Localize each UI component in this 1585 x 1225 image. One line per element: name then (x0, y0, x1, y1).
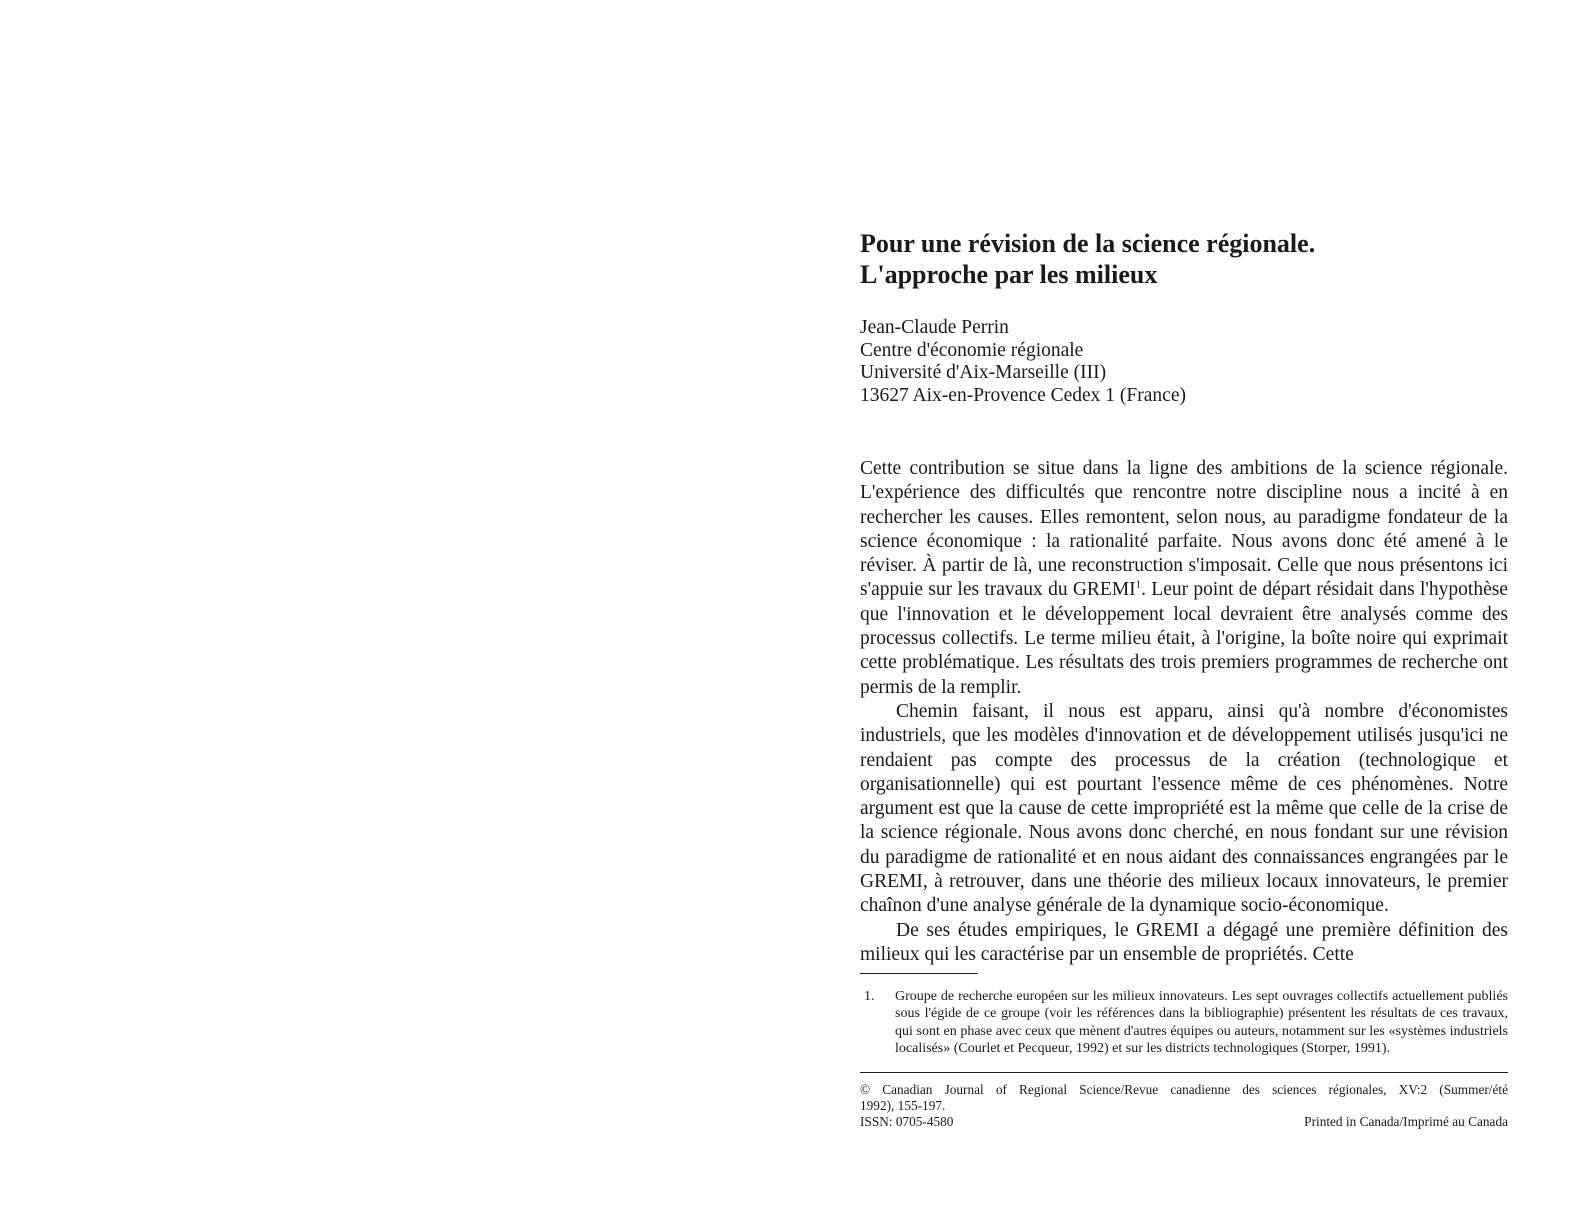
copyright-line-2: 1992), 155-197. (860, 1097, 946, 1113)
printed-in: Printed in Canada/Imprimé au Canada (1304, 1113, 1508, 1129)
paragraph-2: Chemin faisant, il nous est apparu, ainsi qu'à nombre d'économistes industriels, que les modèles d'innovation et de développement utilisés jusqu'ici ne rendaient pas compte des processus de la création (technologique et organisationnelle) qui est pourtant l'essence même de ces phénomènes. Notre argument est que la cause de cette impropriété est la même que celle de la crise de la science régionale. Nous avons donc cherché, en nous fondant sur une révision du paradigme de rationalité et en nous aidant des connaissances engrangées par le GREMI, à retrouver, dans une théorie des milieux locaux innovateurs, le premier chaînon d'une analyse générale de la dynamique socio-économique. (860, 700, 1508, 917)
footnote-divider (860, 973, 978, 974)
article-title (860, 228, 1508, 290)
copyright-divider (860, 1072, 1508, 1073)
paragraph-1 (860, 457, 1508, 700)
author-block (860, 317, 1508, 407)
paragraph-1-part-a: Cette contribution se situe dans la ligne des ambitions de la science régionale. L'expérience des difficultés que rencontre notre discipline nous a incité à en rechercher les causes. Elles remontent, selon nous, au paradigme fondateur de la science économique : la rationalité parfaite. Nous avons donc été amené à le réviser. À partir de là, une reconstruction s'imposait. Celle que nous présentons ici s'appuie sur les travaux du GREMI (860, 458, 1508, 601)
author-affiliation-1: Centre d'économie régionale (860, 339, 1084, 361)
footnote (860, 988, 1508, 1057)
copyright-line-1: © Canadian Journal of Regional Science/Revue canadienne des sciences régionales, XV:2 (Summer/été (860, 1082, 1508, 1098)
author-name: Jean-Claude Perrin (860, 317, 1009, 338)
issn: ISSN: 0705-4580 (860, 1113, 954, 1129)
author-affiliation-2: Université d'Aix-Marseille (III) (860, 362, 1107, 383)
title-line-2: L'approche par les milieux (860, 260, 1158, 289)
copyright-block (860, 1082, 1508, 1129)
author-address: 13627 Aix-en-Provence Cedex 1 (France) (860, 384, 1186, 406)
footnote-number: 1. (864, 989, 875, 1005)
article-page (860, 228, 1508, 1129)
footnote-reference: 1 (1135, 578, 1142, 591)
title-line-1: Pour une révision de la science régionale. (860, 229, 1316, 258)
copyright-bottom-row (860, 1114, 1508, 1130)
paragraph-3: De ses études empiriques, le GREMI a dégagé une première définition des milieux qui les caractérise par un ensemble de propriétés. Cette (860, 919, 1508, 965)
footnote-text: Groupe de recherche européen sur les milieux innovateurs. Les sept ouvrages collectifs actuellement publiés sous l'égide de ce groupe (voir les références dans la bibliographie) présentent les résultats de ces travaux, qui sont en phase avec ceux que mènent d'autres équipes ou auteurs, notamment sur les «systèmes industriels localisés» (Courlet et Pecqueur, 1992) et sur les districts technologiques (Storper, 1991). (895, 989, 1508, 1056)
body-text (860, 457, 1508, 967)
paragraph-1-part-b: . Leur point de départ résidait dans l'hypothèse que l'innovation et le développement local devraient être analysés comme des processus collectifs. Le terme milieu était, à l'origine, la boîte noire qui exprimait cette problématique. Les résultats des trois premiers programmes de recherche ont permis de la remplir. (860, 579, 1508, 698)
